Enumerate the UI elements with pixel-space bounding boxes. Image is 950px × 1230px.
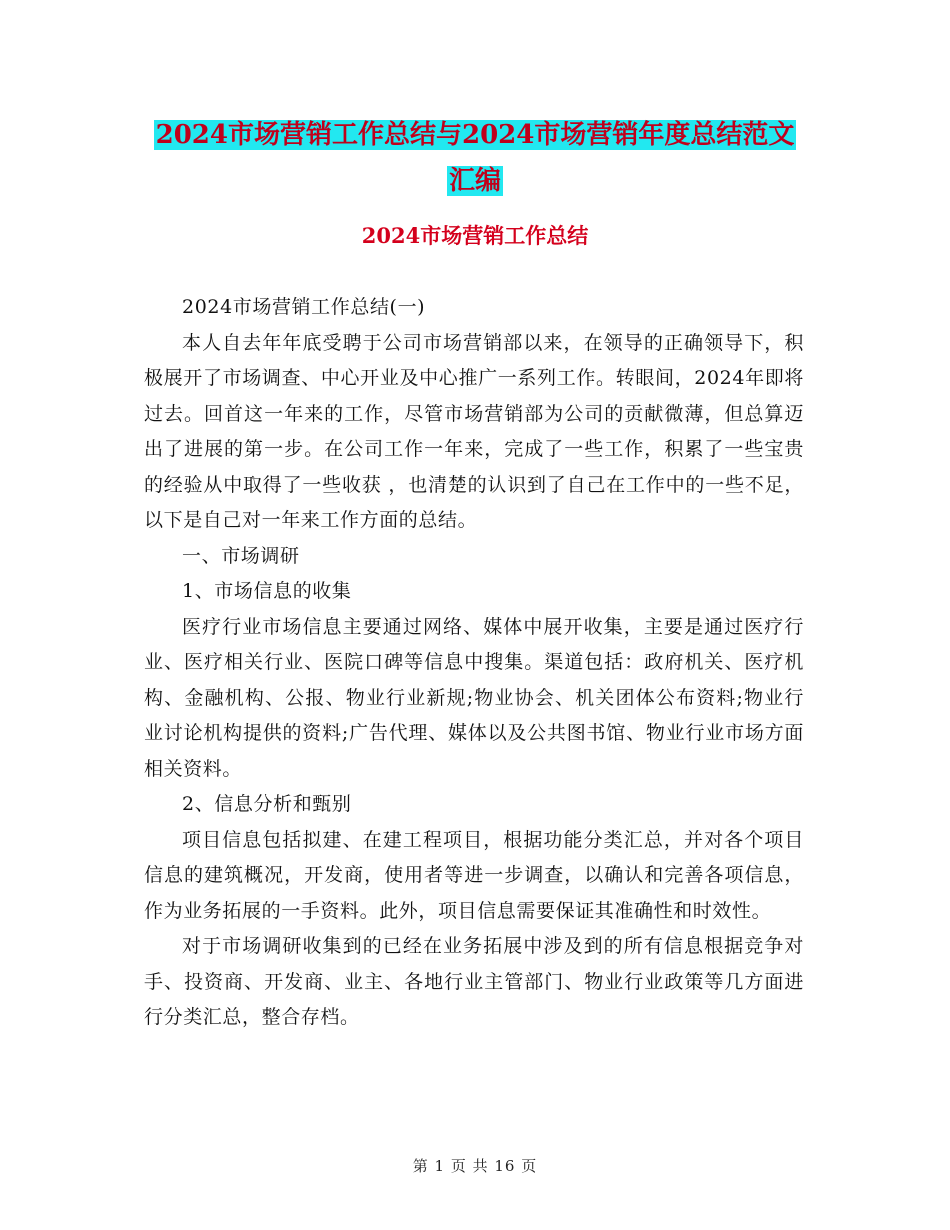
document-title <box>0 112 950 204</box>
subsection-heading: 1、市场信息的收集 <box>182 580 352 602</box>
document-body <box>144 290 804 1036</box>
section-title: 2024市场营销工作总结 <box>361 223 589 248</box>
subsection-heading: 2、信息分析和甄别 <box>182 793 352 815</box>
section-heading: 一、市场调研 <box>182 544 300 567</box>
title-line-1: 2024市场营销工作总结与2024市场营销年度总结范文 <box>155 120 795 150</box>
paragraph: 医疗行业市场信息主要通过网络、媒体中展开收集，主要是通过医疗行业、医疗相关行业、医院口碑等信息中搜集。渠道包括：政府机关、医疗机构、金融机构、公报、物业行业新规;物业协会、机关团体公布资料;物业行业讨论机构提供的资料;广告代理、媒体以及公共图书馆、物业行业市场方面相关资料。 <box>144 615 804 780</box>
title-line-2: 汇编 <box>448 166 501 196</box>
paragraph: 项目信息包括拟建、在建工程项目，根据功能分类汇总，并对各个项目信息的建筑概况，开发商，使用者等进一步调查，以确认和完善各项信息，作为业务拓展的一手资料。此外，项目信息需要保证其准确性和时效性。 <box>144 828 804 922</box>
paragraph: 本人自去年年底受聘于公司市场营销部以来，在领导的正确领导下，积极展开了市场调查、中心开业及中心推广一系列工作。转眼间，2024年即将过去。回首这一年来的工作，尽管市场营销部为公司的贡献微薄，但总算迈出了进展的第一步。在公司工作一年来，完成了一些工作，积累了一些宝贵的经验从中取得了一些收获 ，也清楚的认识到了自己在工作中的一些不足，以下是自己对一年来工作方面的总结。 <box>144 331 804 531</box>
paragraph-heading: 2024市场营销工作总结(一) <box>182 296 426 318</box>
page-footer: 第 1 页 共 16 页 <box>412 1157 538 1175</box>
paragraph: 对于市场调研收集到的已经在业务拓展中涉及到的所有信息根据竞争对手、投资商、开发商、业主、各地行业主管部门、物业行业政策等几方面进行分类汇总，整合存档。 <box>144 935 804 1028</box>
